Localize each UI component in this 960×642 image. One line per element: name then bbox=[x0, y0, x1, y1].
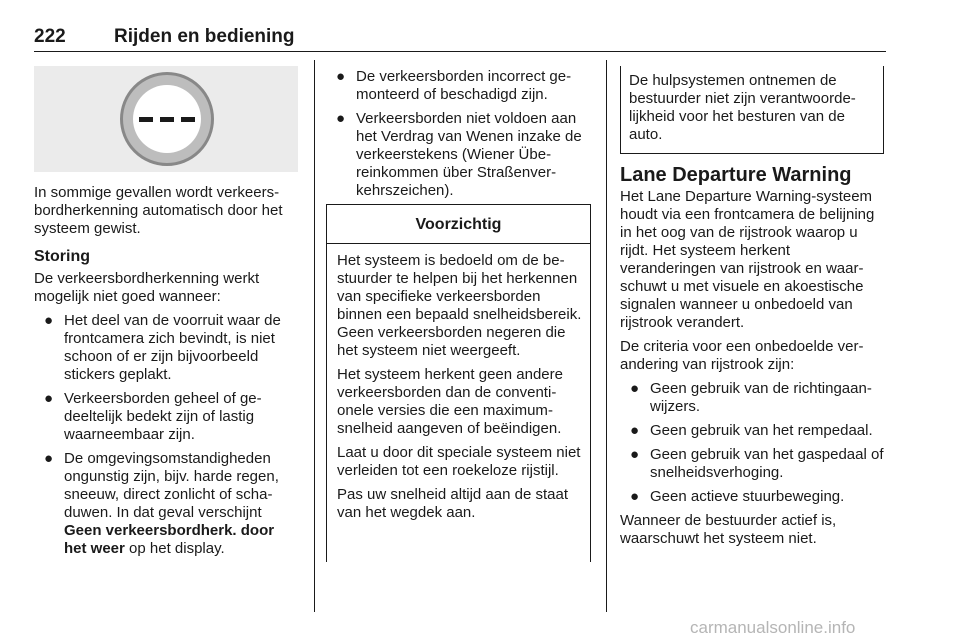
lead-paragraph: De verkeersbordherkenning werkt mogelijk niet goed wanneer: bbox=[34, 270, 260, 305]
caution-paragraph: Laat u door dit speciale systeem niet verleiden tot een roekeloze rijstijl. bbox=[337, 444, 581, 479]
list-item: ● Verkeersborden geheel of gedeeltelijk bedekt zijn of lastig waarneembaar zijn. bbox=[44, 390, 262, 443]
middle-column bbox=[326, 68, 594, 206]
caution-box bbox=[326, 204, 591, 562]
bullet-icon: ● bbox=[336, 110, 346, 127]
section-heading-lane-departure-warning: Lane Departure Warning bbox=[620, 164, 852, 186]
watermark: carmanualsonline.info bbox=[690, 618, 856, 637]
chapter-title: Rijden en bediening bbox=[114, 26, 295, 47]
criteria-list bbox=[620, 380, 888, 506]
section-heading-storing: Storing bbox=[34, 248, 90, 265]
closing-paragraph: Wanneer de bestuurder actief is, waarschuwt het systeem niet. bbox=[620, 512, 837, 547]
caution-title: Voorzichtig bbox=[327, 205, 590, 244]
fault-list-continued bbox=[326, 68, 594, 200]
list-item: ● Geen gebruik van de richtingaanwijzers. bbox=[630, 380, 872, 415]
list-item: ● Geen gebruik van het rempedaal. bbox=[630, 422, 873, 439]
column-divider-right bbox=[606, 60, 607, 612]
list-item: ● De verkeersborden incorrect gemonteerd of beschadigd zijn. bbox=[336, 68, 572, 103]
bullet-icon: ● bbox=[630, 380, 640, 397]
column-divider-left bbox=[314, 60, 315, 612]
intro-paragraph: In sommige gevallen wordt verkeersbordherkenning automatisch door het systeem gewist. bbox=[34, 184, 283, 237]
caution-paragraph: Het systeem herkent geen andere verkeersborden dan de conventionele versies die een maximumsnelheid aangeven of beëindigen. bbox=[337, 366, 563, 437]
criteria-lead: De criteria voor een onbedoelde verandering van rijstrook zijn: bbox=[620, 338, 864, 373]
list-item: ● Geen gebruik van het gaspedaal of snelheidsverhoging. bbox=[630, 446, 884, 481]
bullet-icon: ● bbox=[44, 312, 54, 329]
right-column bbox=[620, 166, 888, 554]
page-number: 222 bbox=[34, 26, 66, 47]
list-item: ● Het deel van de voorruit waar de frontcamera zich bevindt, is niet schoon of er zijn bijvoorbeeld stickers geplakt. bbox=[44, 312, 281, 383]
list-item: ● Geen actieve stuurbeweging. bbox=[630, 488, 845, 505]
page-header bbox=[34, 26, 886, 52]
bullet-icon: ● bbox=[44, 450, 54, 467]
caution-paragraph: Het systeem is bedoeld om de bestuurder te helpen bij het herkennen van specifieke verkeersborden binnen een bepaald snelheidsbereik. Geen verkeersborden negeren die het systeem niet weergeeft. bbox=[337, 252, 582, 359]
list-item: ● Verkeersborden niet voldoen aan het Verdrag van Wenen inzake de verkeerstekens (Wiener Übereinkommen über Straßenverkehrszeichen). bbox=[336, 110, 582, 199]
caution-paragraph: Pas uw snelheid altijd aan de staat van het wegdek aan. bbox=[337, 486, 568, 521]
bullet-icon: ● bbox=[630, 446, 640, 463]
fault-list bbox=[34, 312, 300, 558]
left-column bbox=[34, 184, 300, 564]
bullet-icon: ● bbox=[630, 488, 640, 505]
end-restriction-sign-icon bbox=[120, 72, 214, 166]
list-item: ● De omgevingsomstandigheden ongunstig zijn, bijv. harde regen, sneeuw, direct zonlicht of schaduwen. In dat geval verschijnt Geen verkeersbordherk. door het weer op het display. bbox=[44, 450, 279, 557]
bullet-icon: ● bbox=[630, 422, 640, 439]
bullet-icon: ● bbox=[44, 390, 54, 407]
bullet-icon: ● bbox=[336, 68, 346, 85]
lane-intro-paragraph: Het Lane Departure Warning-systeem houdt via een frontcamera de belijning in het oog van de rijstrook waarop u rijdt. Het systeem herkent veranderingen van rijstrook en waarschuwt u met visuele en akoestische signalen wanneer u onbedoeld van rijstrook verandert. bbox=[620, 188, 875, 331]
display-message: Geen verkeersbordherk. door het weer bbox=[64, 522, 275, 557]
end-of-restriction-sign-image bbox=[34, 66, 298, 172]
note-box: De hulpsystemen ontnemen de bestuurder niet zijn verantwoordelijkheid voor het besturen van de auto. bbox=[620, 66, 884, 154]
